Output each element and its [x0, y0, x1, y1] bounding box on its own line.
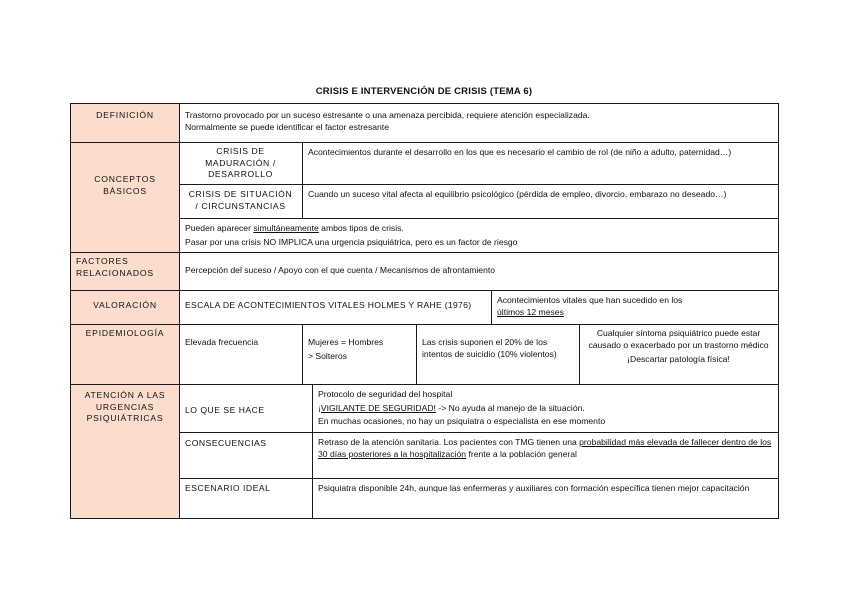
header-epidemiologia: EPIDEMIOLOGÍA: [85, 328, 165, 338]
vline-valoracion: [491, 290, 492, 324]
hline-top: [70, 103, 779, 104]
epi-sintoma-text: Cualquier síntoma psiquiátrico puede estar causado o exacerbado por un trastorno médico: [588, 328, 769, 350]
hline-val: [70, 324, 779, 325]
conceptos-note2: Pasar por una crisis NO IMPLICA una urgencia psiquiátrica, pero es un factor de riesgo: [185, 236, 518, 247]
quehace-line2-post: -> No ayuda al manejo de la situación.: [435, 402, 585, 413]
maduracion-line3: DESARROLLO: [208, 169, 273, 179]
crisis-situacion-desc: Cuando un suceso vital afecta al equilibrio psicológico (pérdida de empleo, divorcio, embarazo no deseado…): [308, 189, 727, 199]
header-conceptos-line1: CONCEPTOS: [94, 174, 156, 184]
hline-consec: [179, 478, 779, 479]
header-atencion-line2: URGENCIAS: [95, 401, 155, 412]
header-factores-line2: RELACIONADOS: [76, 267, 154, 278]
escenario-text: Psiquiatra disponible 24h, aunque las enfermeras y auxiliares con formación específica tienen mejor capacitación: [318, 483, 750, 493]
row-header-factores: [71, 252, 179, 290]
crisis-situacion-label: [179, 184, 302, 218]
vline-epi1: [302, 324, 303, 384]
quehace-line1: Protocolo de seguridad del hospital: [318, 389, 453, 399]
note1-underlined: simultáneamente: [253, 223, 319, 233]
valoracion-scale: ESCALA DE ACONTECIMIENTOS VITALES HOLMES Y RAHE (1976): [185, 300, 472, 310]
conceptos-notes: [179, 218, 778, 252]
hline-quehace: [179, 432, 779, 433]
quehace-text: [312, 384, 778, 432]
hline-mad: [179, 184, 779, 185]
situacion-line2: / CIRCUNSTANCIAS: [195, 200, 286, 211]
header-conceptos-line2: BÁSICOS: [103, 185, 147, 196]
epi-sexo: [302, 324, 416, 384]
vline-conceptos: [302, 142, 303, 218]
crisis-maduracion-desc: Acontecimientos durante el desarrollo en los que es necesario el cambio de rol (de niño a adulto, paternidad…): [308, 147, 732, 157]
document-title: CRISIS E INTERVENCIÓN DE CRISIS (TEMA 6): [315, 86, 533, 97]
hline-def: [70, 142, 779, 143]
maduracion-line2: MADURACIÓN /: [205, 157, 276, 168]
consecuencias-pre: Retraso de la atención sanitaria. Los pacientes con TMG tienen una: [318, 437, 580, 447]
crisis-maduracion-label: [179, 142, 302, 184]
maduracion-line1: CRISIS DE: [216, 146, 265, 156]
row-header-definicion: [71, 104, 179, 142]
vline-header: [179, 103, 180, 519]
situacion-line1: CRISIS DE SITUACIÓN: [188, 189, 293, 199]
quehace-line2: [318, 403, 772, 415]
header-definicion: DEFINICIÓN: [96, 110, 154, 120]
hline-epi: [70, 384, 779, 385]
epi-frecuencia: Elevada frecuencia: [185, 337, 259, 347]
quehace-label: LO QUE SE HACE: [185, 405, 265, 415]
valoracion-desc-underlined: últimos 12 meses: [497, 306, 564, 317]
vline-epi3: [579, 324, 580, 384]
header-valoracion: VALORACIÓN: [93, 300, 157, 310]
vline-atencion: [312, 384, 313, 518]
note1-pre: Pueden aparecer: [185, 223, 254, 233]
consecuencias-label: CONSECUENCIAS: [185, 438, 267, 448]
hline-bottom: [70, 518, 779, 519]
vline-left: [70, 103, 71, 519]
conceptos-note1: [185, 223, 772, 235]
header-atencion-line1: ATENCIÓN A LAS: [84, 390, 166, 400]
header-factores-line1: FACTORES: [76, 256, 129, 266]
consecuencias-text: [312, 432, 778, 478]
epi-sintoma-alert: ¡Descartar patología física!: [627, 354, 730, 364]
definicion-line2: Normalmente se puede identificar el factor estresante: [185, 121, 389, 132]
epi-sexo-line2: > Solteros: [308, 350, 347, 361]
consecuencias-post: frente a la población general: [466, 448, 577, 459]
row-header-conceptos: [71, 142, 179, 252]
header-atencion-line3: PSIQUIÁTRICAS: [86, 413, 164, 423]
row-header-atencion: [71, 384, 179, 518]
epi-suicidio: Las crisis suponen el 20% de los intentos de suicidio (10% violentos): [422, 337, 557, 359]
hline-conc: [70, 252, 779, 253]
note1-post: ambos tipos de crisis.: [318, 223, 404, 233]
consecuencias-underlined: probabilidad más elevada de fallecer dentro de los 30 días posteriores a la hospitalización: [318, 437, 772, 459]
row-header-epidemiologia: [71, 324, 179, 384]
definicion-cell: [179, 104, 778, 142]
factores-text: Percepción del suceso / Apoyo con el que cuenta / Mecanismos de afrontamiento: [185, 265, 496, 275]
row-header-valoracion: [71, 290, 179, 324]
epi-sintoma: [579, 324, 778, 384]
vline-right: [778, 103, 779, 519]
hline-fact: [70, 290, 779, 291]
vline-epi2: [416, 324, 417, 384]
vigilante-underlined: ¡VIGILANTE DE SEGURIDAD!: [318, 402, 436, 413]
hline-sit: [179, 218, 779, 219]
escenario-label: ESCENARIO IDEAL: [185, 483, 271, 493]
epi-sexo-line1: Mujeres = Hombres: [308, 337, 384, 347]
valoracion-desc: [491, 290, 778, 324]
definicion-line1: Trastorno provocado por un suceso estresante o una amenaza percibida, requiere atención especializada.: [185, 110, 590, 120]
quehace-line3: En muchas ocasiones, no hay un psiquiatra o especialista en ese momento: [318, 416, 606, 426]
valoracion-desc-line1: Acontecimientos vitales que han sucedido en los: [497, 295, 683, 305]
